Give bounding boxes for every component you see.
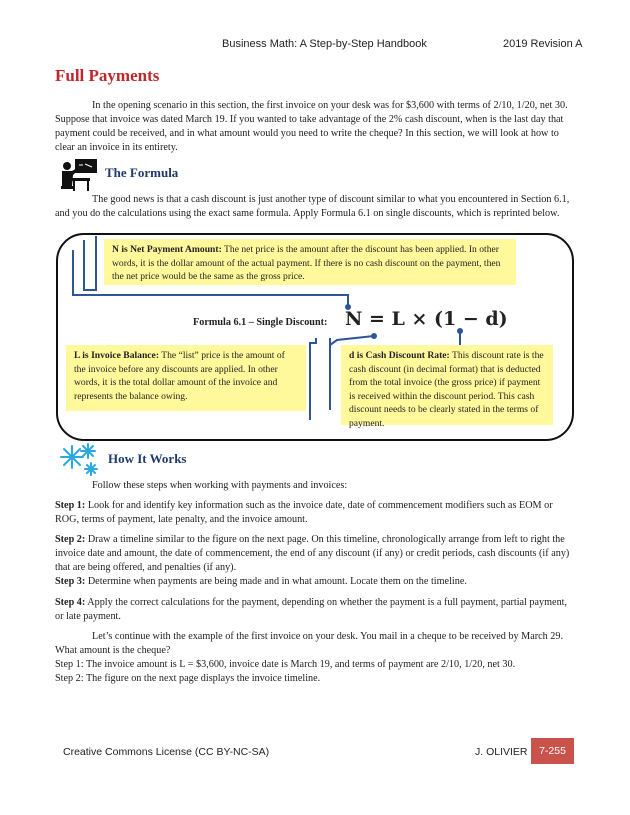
snowflakes-icon <box>57 443 103 481</box>
d-description: This discount rate is the cash discount (in decimal format) that is deducted from the total invoice (the gross price) if payment is received within the discount period. This cash discount needs to be clearly stated in the terms of payment. <box>349 350 544 429</box>
n-definition <box>104 239 516 285</box>
how-it-works-heading: How It Works <box>108 451 187 466</box>
page-number: 7-255 <box>531 738 574 764</box>
step-2: Step 2: Draw a timeline similar to the figure on the next page. On this timeline, chronologically arrange from left to right the invoice date and amount, the date of commencement, the end of any discount (if any) or credit periods, cash discounts (if any) that are being offered, and penalties (if any). <box>55 534 570 573</box>
l-term: L is Invoice Balance: <box>74 350 160 361</box>
section-title: Full Payments <box>55 66 160 85</box>
l-definition <box>66 345 306 411</box>
step-4: Step 4: Apply the correct calculations for the payment, depending on whether the payment is a full payment, partial payment, or late payment. <box>55 597 568 622</box>
book-title: Business Math: A Step-by-Step Handbook <box>222 38 427 50</box>
formula-heading: The Formula <box>105 165 179 180</box>
l-description: The “list” price is the amount of the invoice before any discounts are applied. In other words, it is the total dollar amount of the invoice and represents the balance owing. <box>74 350 285 402</box>
formula-equation: N = L × (1 − d) <box>345 308 508 330</box>
d-term: d is Cash Discount Rate: <box>349 350 450 361</box>
revision-label: 2019 Revision A <box>503 38 583 50</box>
step-3: Step 3: Determine when payments are being made and in what amount. Locate them on the timeline. <box>55 576 467 587</box>
license-text: Creative Commons License (CC BY-NC-SA) <box>63 746 270 758</box>
steps-lead: Follow these steps when working with payments and invoices: <box>92 480 348 491</box>
formula-label: Formula 6.1 – Single Discount: <box>193 317 328 328</box>
d-definition <box>341 345 553 429</box>
n-description: The net price is the amount after the discount has been applied. In other words, it is the dollar amount of the actual payment. If there is no cash discount on the payment, then the net price would be the same as the gross price. <box>112 244 501 282</box>
example-step-2: Step 2: The figure on the next page displays the invoice timeline. <box>55 673 321 684</box>
step-1: Step 1: Look for and identify key information such as the invoice date, date of commencement modifiers such as EOM or ROG, terms of payment, late penalty, and the invoice amount. <box>55 500 553 525</box>
intro-paragraph: In the opening scenario in this section, the first invoice on your desk was for $3,600 with terms of 2/10, 1/20, net 30. Suppose that invoice was dated March 19. If you wanted to take advantage of the 2% cash discount, when is the last day that payment could be received, and in what amount would you need to write the cheque? In this section, we will look at how to clear an invoice in its entirety. <box>55 100 568 153</box>
n-term: N is Net Payment Amount: <box>112 244 222 255</box>
example-step-1: Step 1: The invoice amount is L = $3,600, invoice date is March 19, and terms of payment are 2/10, 1/20, net 30. <box>55 659 516 670</box>
author-name: J. OLIVIER <box>475 746 528 758</box>
formula-paragraph: The good news is that a cash discount is just another type of discount similar to what you encountered in Section 6.1, and you do the calculations using the exact same formula. Apply Formula 6.1 on single discounts, which is reprinted below. <box>55 194 570 219</box>
example-intro: Let’s continue with the example of the first invoice on your desk. You mail in a cheque to be received by March 29. What amount is the cheque? <box>55 631 564 656</box>
